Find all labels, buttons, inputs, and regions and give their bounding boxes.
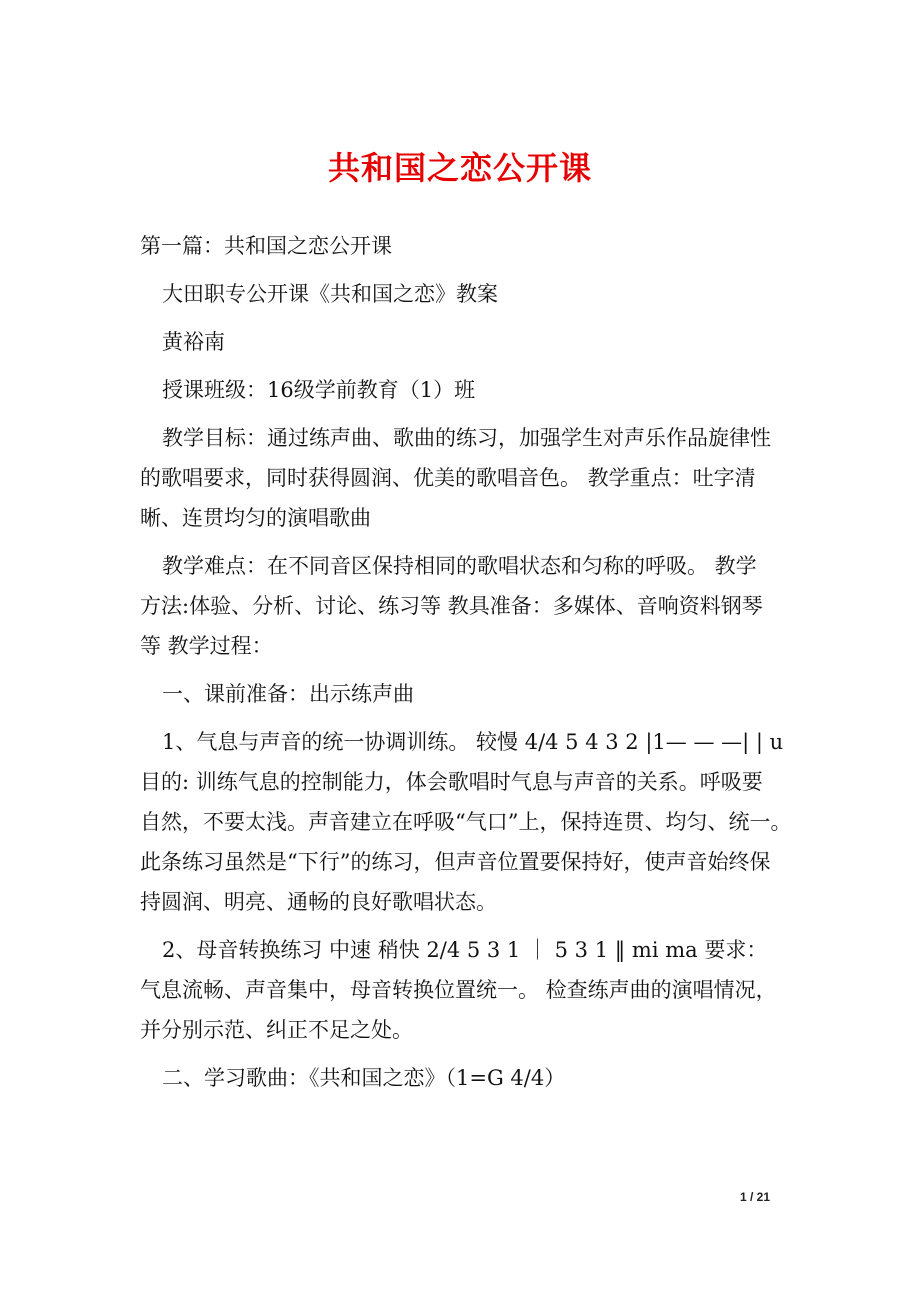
text-line: 1、气息与声音的统一协调训练。 较慢 4/4 5 4 3 2 |1— — —| | u — [162, 730, 784, 754]
text-line: 目的: 训练气息的控制能力，体会歌唱时气息与声音的关系。呼吸要 — [140, 770, 763, 794]
document-body — [140, 226, 790, 1106]
text-line: 气息流畅、声音集中，母音转换位置统一。 检查练声曲的演唱情况， — [140, 978, 777, 1002]
paragraph-difficulties — [140, 546, 790, 666]
page-number: 1 / 21 — [740, 1190, 771, 1204]
text-line: 持圆润、明亮、通畅的良好歌唱状态。 — [140, 890, 497, 914]
text-line: 教学目标：通过练声曲、歌曲的练习，加强学生对声乐作品旋律性 — [162, 426, 771, 450]
page-title: 共和国之恋公开课 — [327, 149, 592, 187]
paragraph-author — [140, 322, 790, 362]
text-line: 授课班级：16级学前教育（1）班 — [162, 378, 476, 402]
paragraph-class — [140, 370, 790, 410]
text-line: 一、课前准备：出示练声曲 — [162, 682, 414, 706]
text-line: 二、学习歌曲：《共和国之恋》（1=G 4/4） — [162, 1066, 566, 1090]
paragraph-exercise-one — [140, 722, 790, 922]
text-line: 2、母音转换练习 中速 稍快 2/4 5 3 1 ｜ 5 3 1 ‖ mi ma 要求： — [162, 938, 768, 962]
text-line: 此条练习虽然是“下行”的练习，但声音位置要保持好，使声音始终保 — [140, 850, 771, 874]
text-line: 大田职专公开课《共和国之恋》教案 — [162, 282, 498, 306]
text-line: 并分别示范、纠正不足之处。 — [140, 1018, 413, 1042]
text-line: 教学难点：在不同音区保持相同的歌唱状态和匀称的呼吸。 教学 — [162, 554, 757, 578]
text-line: 等 教学过程： — [140, 634, 273, 658]
text-line: 第一篇：共和国之恋公开课 — [140, 234, 392, 258]
paragraph-lesson-title — [140, 274, 790, 314]
text-line: 方法:体验、分析、讨论、练习等 教具准备：多媒体、音响资料钢琴 — [140, 594, 763, 618]
paragraph-section-heading — [140, 226, 790, 266]
paragraph-song-study — [140, 1058, 790, 1098]
text-line: 黄裕南 — [162, 330, 225, 354]
text-line: 的歌唱要求，同时获得圆润、优美的歌唱音色。 教学重点：吐字清 — [140, 466, 756, 490]
paragraph-objectives — [140, 418, 790, 538]
text-line: 晰、连贯均匀的演唱歌曲 — [140, 506, 371, 530]
text-line: 自然，不要太浅。声音建立在呼吸“气口”上，保持连贯、均匀、统一。 — [140, 810, 792, 834]
paragraph-preparation — [140, 674, 790, 714]
paragraph-exercise-two — [140, 930, 790, 1050]
